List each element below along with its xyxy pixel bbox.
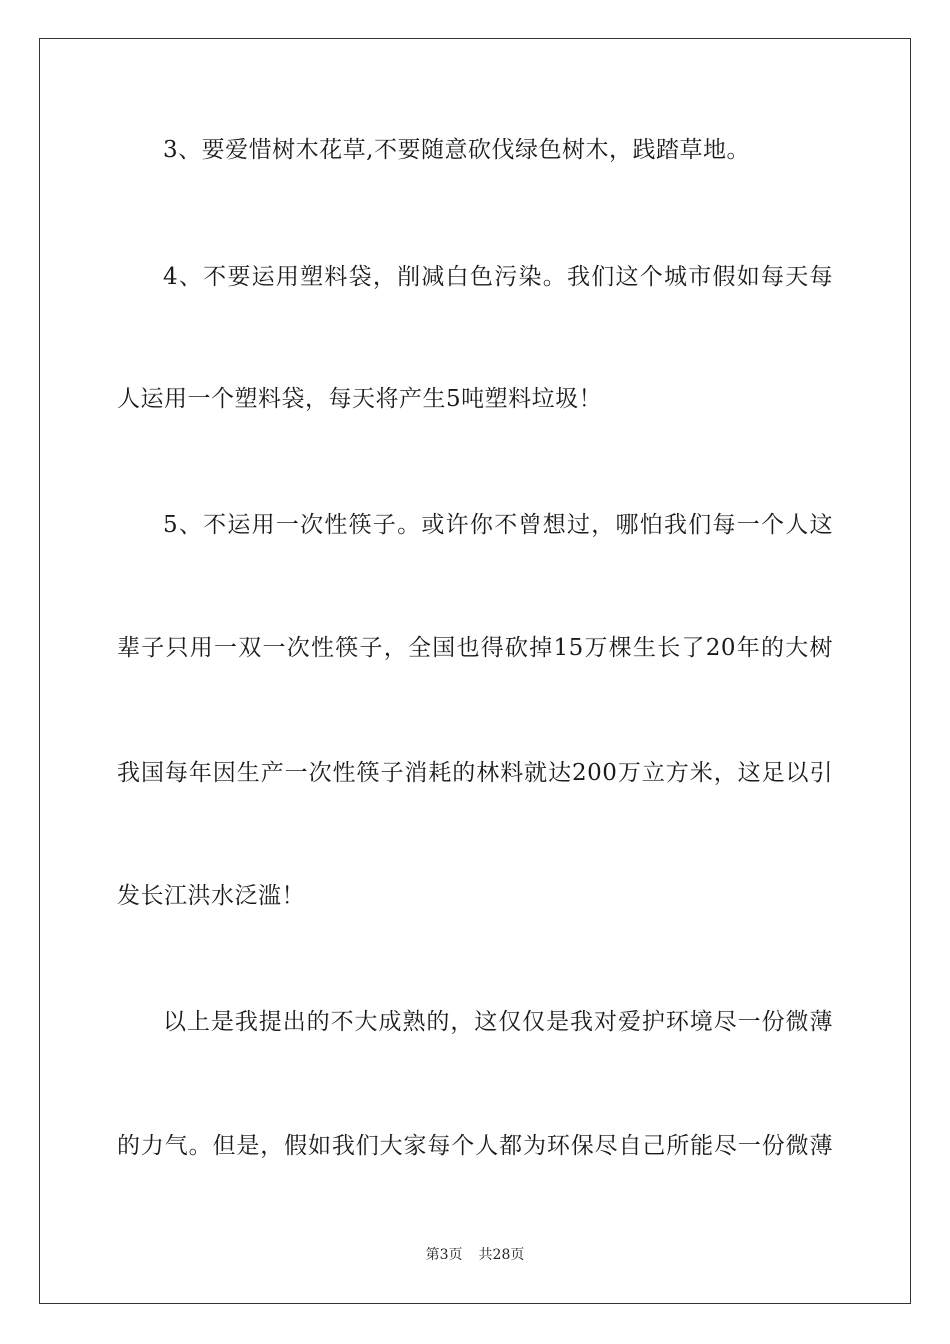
page-footer bbox=[0, 1246, 950, 1264]
paragraph-line: 人运用一个塑料袋，每天将产生5吨塑料垃圾！ bbox=[117, 386, 603, 412]
paragraph-line: 5、不运用一次性筷子。或许你不曾想过，哪怕我们每一个人这 bbox=[163, 512, 833, 538]
page-frame bbox=[39, 38, 911, 1304]
paragraph-line: 发长江洪水泛滥！ bbox=[117, 883, 305, 909]
paragraph-line: 我国每年因生产一次性筷子消耗的林料就达200万立方米，这足以引 bbox=[117, 760, 833, 786]
page-total: 共28页 bbox=[478, 1247, 525, 1263]
paragraph-line: 3、要爱惜树木花草,不要随意砍伐绿色树木，践踏草地。 bbox=[163, 137, 750, 163]
paragraph-line: 的力气。但是，假如我们大家每个人都为环保尽自己所能尽一份微薄 bbox=[117, 1133, 833, 1159]
page-number: 第3页 bbox=[425, 1247, 463, 1263]
paragraph-line: 4、不要运用塑料袋，削减白色污染。我们这个城市假如每天每 bbox=[163, 264, 833, 290]
paragraph-line: 辈子只用一双一次性筷子，全国也得砍掉15万棵生长了20年的大树 bbox=[117, 635, 833, 661]
paragraph-line: 以上是我提出的不大成熟的，这仅仅是我对爱护环境尽一份微薄 bbox=[163, 1009, 833, 1035]
